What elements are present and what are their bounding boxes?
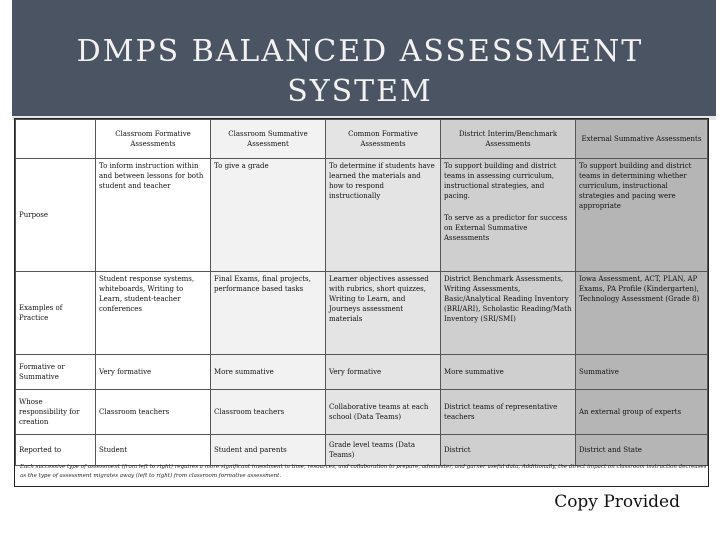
table-cell: To inform instruction within and between lessons for both student and teacher (96, 159, 211, 272)
table-cell: Summative (576, 355, 708, 390)
table-row (16, 355, 708, 390)
page-title: DMPS BALANCED ASSESSMENT SYSTEM (76, 34, 644, 109)
header-district-interim: District Interim/Benchmark Assessments (441, 120, 576, 159)
header-classroom-summative: Classroom Summative Assessment (211, 120, 326, 159)
table-cell: Very formative (96, 355, 211, 390)
table-cell: Classroom teachers (96, 390, 211, 435)
table-cell: District (441, 435, 576, 466)
row-label: Whose responsibility for creation (16, 390, 96, 435)
header-common-formative: Common Formative Assessments (326, 120, 441, 159)
table-cell: To determine if students have learned the materials and how to respond instructionally (326, 159, 441, 272)
table-cell: Classroom teachers (211, 390, 326, 435)
table-row (16, 435, 708, 466)
table-cell: District and State (576, 435, 708, 466)
table-cell: Student and parents (211, 435, 326, 466)
header-row (16, 120, 708, 159)
row-label: Purpose (16, 159, 96, 272)
header-classroom-formative: Classroom Formative Assessments (96, 120, 211, 159)
copy-provided-label: Copy Provided (554, 492, 680, 512)
table-cell: Final Exams, final projects, performance based tasks (211, 272, 326, 355)
cell-text: To support building and district teams in assessing curriculum, instructional strategies, and pacing. (444, 162, 557, 200)
table-cell: An external group of experts (576, 390, 708, 435)
assessment-table (15, 119, 708, 466)
table-cell: Student (96, 435, 211, 466)
table-cell: Iowa Assessment, ACT, PLAN, AP Exams, PA Profile (Kindergarten), Technology Assessment (Grade 8) (576, 272, 708, 355)
table-cell: Collaborative teams at each school (Data Teams) (326, 390, 441, 435)
table-cell: Learner objectives assessed with rubrics, short quizzes, Writing to Learn, and Journeys assessment materials (326, 272, 441, 355)
row-label: Examples of Practice (16, 272, 96, 355)
table-cell: Grade level teams (Data Teams) (326, 435, 441, 466)
table-cell: More summative (441, 355, 576, 390)
cell-text-secondary: To serve as a predictor for success on External Summative Assessments (444, 214, 568, 242)
table-cell: To support building and district teams in determining whether curriculum, instructional strategies and pacing were appropriate (576, 159, 708, 272)
table-row (16, 390, 708, 435)
header-external-summative: External Summative Assessments (576, 120, 708, 159)
table-cell: Very formative (326, 355, 441, 390)
row-label: Reported to (16, 435, 96, 466)
table-cell: District teams of representative teachers (441, 390, 576, 435)
table-row (16, 159, 708, 272)
footnote: Each successive type of assessment (from left to right) requires a more significant investment in time, resources, and collaboration to prepare, administer, and garner useful data. Additionally, the direct impact on classroom instruction decreases as the type of assessment migrates away (left to right) from classroom formative assessment. (20, 464, 707, 479)
table-row (16, 272, 708, 355)
table-cell: Student response systems, whiteboards, Writing to Learn, student-teacher conferences (96, 272, 211, 355)
table-cell: To give a grade (211, 159, 326, 272)
table-cell: More summative (211, 355, 326, 390)
table-cell (441, 159, 576, 272)
row-label: Formative or Summative (16, 355, 96, 390)
table-cell: District Benchmark Assessments, Writing Assessments, Basic/Analytical Reading Inventory (BRI/ARI), Scholastic Reading/Math Inventory (SRI/SMI) (441, 272, 576, 355)
header-cell-blank (16, 120, 96, 159)
